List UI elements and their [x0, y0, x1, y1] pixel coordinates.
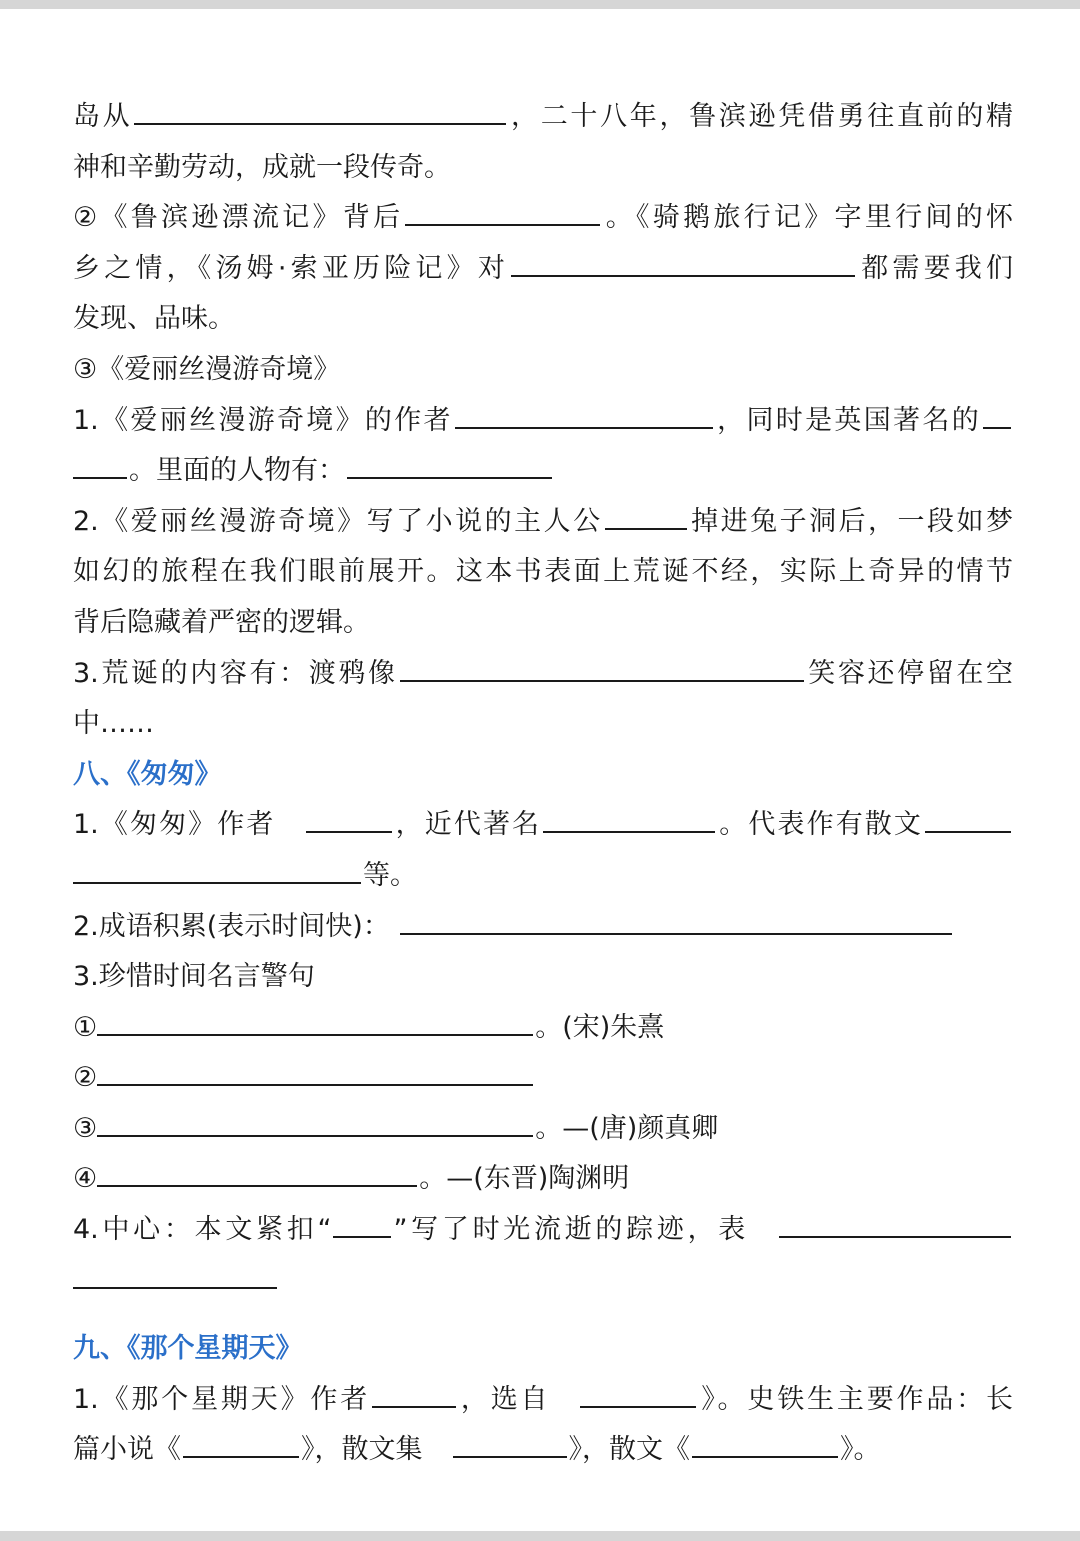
question-line [73, 1205, 1013, 1256]
text-fragment: 3.珍惜时间名言警句 [73, 961, 315, 993]
question-line [73, 902, 1013, 953]
text-fragment: 。—(唐)颜真卿 [535, 1112, 719, 1144]
answer-blank[interactable] [511, 274, 855, 277]
text-fragment: 乡之情，《汤姆·索亚历险记》对 [73, 252, 510, 284]
text-fragment: 。—(东晋)陶渊明 [419, 1163, 630, 1195]
text-fragment: 2.成语积累(表示时间快)： [73, 910, 390, 942]
text-fragment: 如幻的旅程在我们眼前展开。这本书表面上荒诞不经，实际上奇异的情节 [73, 556, 1013, 588]
text-fragment: ，同时是英国著名的 [714, 404, 982, 436]
answer-blank[interactable] [372, 1405, 456, 1408]
subsection-title: ③《爱丽丝漫游奇境》 [73, 353, 341, 385]
quote-line [73, 1154, 1013, 1205]
question-line [73, 598, 1013, 649]
answer-blank[interactable] [400, 932, 952, 935]
question-line [73, 547, 1013, 598]
question-line [73, 1425, 1013, 1476]
question-line [73, 952, 1013, 1003]
question-line [73, 1375, 1013, 1426]
question-line [73, 800, 1013, 851]
text-fragment: 神和辛勤劳动，成就一段传奇。 [73, 151, 451, 183]
answer-blank[interactable] [97, 1184, 417, 1187]
text-fragment: 1.《那个星期天》作者 [73, 1383, 371, 1415]
answer-blank[interactable] [543, 830, 715, 833]
text-fragment: ，近代著名 [393, 809, 542, 841]
answer-blank[interactable] [925, 830, 1011, 833]
answer-blank[interactable] [580, 1405, 696, 1408]
text-fragment: 等。 [363, 859, 417, 891]
answer-blank[interactable] [347, 476, 552, 479]
text-fragment: 都需要我们 [857, 252, 1013, 284]
text-fragment: 3.荒诞的内容有：渡鸦像 [73, 657, 398, 689]
text-fragment: 》。 [840, 1434, 881, 1466]
text-fragment: 4.中心：本文紧扣“ [73, 1214, 332, 1246]
quote-line [73, 1003, 1013, 1054]
text-fragment: ① [73, 1011, 98, 1043]
question-line [73, 851, 1013, 902]
text-fragment: 2.《爱丽丝漫游奇境》写了小说的主人公 [73, 505, 603, 537]
question-line [73, 699, 1013, 750]
text-fragment: 笑容还停留在空 [805, 657, 1014, 689]
text-fragment: 背后隐藏着严密的逻辑。 [73, 606, 370, 638]
answer-blank[interactable] [692, 1455, 838, 1458]
answer-blank[interactable] [97, 1083, 533, 1086]
answer-blank[interactable] [453, 1455, 567, 1458]
text-fragment: 中…… [73, 708, 154, 740]
answer-blank[interactable] [73, 881, 361, 884]
answer-blank[interactable] [333, 1235, 391, 1238]
text-fragment: 1.《匆匆》作者 [73, 809, 276, 841]
text-line [73, 193, 1013, 244]
text-fragment: 。里面的人物有： [129, 455, 345, 487]
question-line [73, 649, 1013, 700]
answer-blank[interactable] [983, 426, 1011, 429]
answer-blank[interactable] [306, 830, 392, 833]
section-heading: 八、《匆匆》 [73, 758, 222, 790]
quote-line [73, 1104, 1013, 1155]
question-line [73, 497, 1013, 548]
quote-line [73, 1053, 1013, 1104]
answer-blank[interactable] [183, 1455, 299, 1458]
text-fragment: 》，散文集 [301, 1434, 423, 1466]
text-fragment: 篇小说《 [73, 1434, 181, 1466]
text-line [73, 143, 1013, 194]
text-fragment: 。代表作有散文 [717, 809, 924, 841]
text-fragment: 掉进兔子洞后，一段如梦 [688, 505, 1014, 537]
answer-blank[interactable] [605, 527, 687, 530]
text-fragment: ④ [73, 1163, 98, 1195]
text-fragment: ，二十八年，鲁滨逊凭借勇往直前的精 [508, 101, 1014, 132]
answer-blank[interactable] [73, 476, 127, 479]
bottom-edge-bar [0, 1531, 1080, 1541]
text-line [73, 244, 1013, 295]
worksheet-body [73, 92, 1013, 1476]
text-fragment: ”写了时光流逝的踪迹，表 [393, 1214, 749, 1246]
question-line [73, 1256, 1013, 1307]
answer-blank[interactable] [97, 1033, 533, 1036]
text-fragment: ② [73, 1062, 98, 1094]
text-line [73, 92, 1013, 143]
question-line [73, 446, 1013, 497]
question-line [73, 396, 1013, 447]
text-line [73, 345, 1013, 396]
text-fragment: 发现、品味。 [73, 303, 235, 335]
answer-blank[interactable] [97, 1134, 533, 1137]
answer-blank[interactable] [400, 679, 804, 682]
section-9-title [73, 1324, 1013, 1375]
text-fragment: 》。史铁生主要作品：长 [698, 1383, 1014, 1415]
text-fragment: 》，散文《 [568, 1434, 690, 1466]
spacer [73, 1306, 1013, 1324]
top-edge-bar [0, 0, 1080, 9]
text-line [73, 294, 1013, 345]
answer-blank[interactable] [73, 1286, 277, 1289]
text-fragment: 。《骑鹅旅行记》字里行间的怀 [602, 202, 1013, 234]
text-fragment: ，选自 [458, 1383, 551, 1415]
text-fragment: 岛从 [73, 101, 133, 132]
answer-blank[interactable] [405, 223, 600, 226]
text-fragment: 1.《爱丽丝漫游奇境》的作者 [73, 404, 453, 436]
section-8-title [73, 750, 1013, 801]
answer-blank[interactable] [134, 122, 506, 125]
answer-blank[interactable] [455, 426, 713, 429]
section-heading: 九、《那个星期天》 [73, 1333, 303, 1365]
text-fragment: ③ [73, 1112, 98, 1144]
text-fragment: 。(宋)朱熹 [535, 1011, 665, 1043]
text-fragment: ②《鲁滨逊漂流记》背后 [73, 202, 404, 234]
answer-blank[interactable] [779, 1235, 1011, 1238]
